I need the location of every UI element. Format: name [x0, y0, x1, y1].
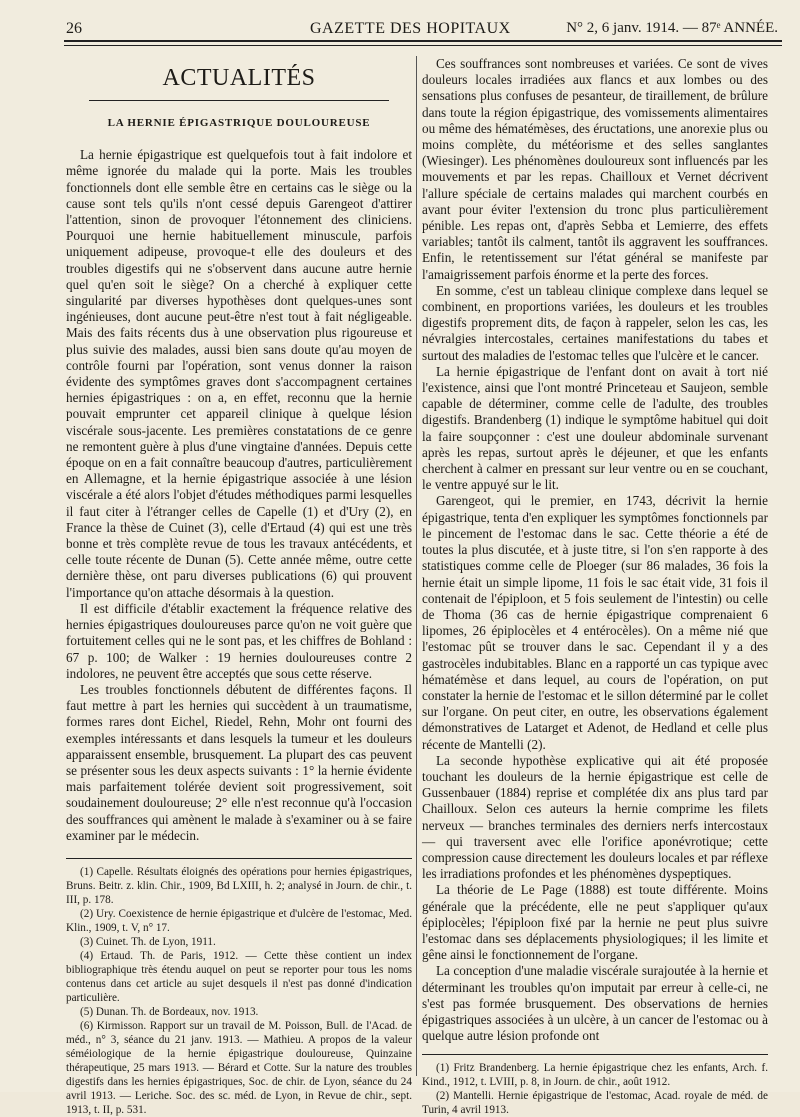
footnote: (2) Mantelli. Hernie épigastrique de l'estomac, Acad. royale de méd. de Turin, 4 avril 1913.	[422, 1090, 768, 1117]
paragraph: La hernie épigastrique est quelquefois tout à fait indolore et même ignorée du malade qui la porte. Mais les troubles fonctionnels dont elle semble être en certains cas le siège ou la cause sont tels qu'ils n'ont cessé depuis Garengeot d'attirer l'attention, sinon de provoquer l'étonnement des cliniciens. Pourquoi une hernie habituellement minuscule, parfois uniquement adipeuse, provoque-t elle des douleurs et des troubles digestifs qui ne s'observent dans aucune autre hernie quel qu'en soit le siège? On a cherché à expliquer cette singularité par diverses hypothèses dont quelques-unes sont ingénieuses, dont aucune peut-être n'est tout à fait négligeable. Mais des faits récents dus à une observation plus rigoureuse et plus suivie des malades, aussi bien sans doute qu'au moyen de contrôle fourni par l'opération, sont venus donner la raison évidente des symptômes graves dont s'accompagnent certaines hernies épigastriques : on a, en effet, reconnu que la hernie pouvait emprunter cet appareil clinique à quelque lésion viscérale sous-jacente. Les premières constatations de ce genre ne remontent guère à plus d'une vingtaine d'années. Depuis cette époque on en a fait connaître beaucoup d'autres, particulièrement en Allemagne, et la hernie épigastrique associée à une lésion viscérale a été alors l'objet d'études méthodiques parmi lesquelles il faut citer à l'étranger celles de Capelle (1) et d'Ury (2), en France la thèse de Cuinet (3), celle d'Ertaud (4) qui est une très bonne et très complète revue de tous les travaux antécédents, et celle toute récente de Dunan (5). Cette année même, outre cette dernière thèse, ont paru diverses publications (6) qui prouvent l'importance qu'on attache désormais à la question.	[66, 147, 412, 600]
footnote: (1) Fritz Brandenberg. La hernie épigastrique chez les enfants, Arch. f. Kind., 1912, t. LVIII, p. 8, in Journ. de chir., août 1912.	[422, 1062, 768, 1089]
right-column	[422, 56, 768, 1117]
header-rule-thin	[64, 45, 782, 46]
paragraph: Les troubles fonctionnels débutent de différentes façons. Il faut mettre à part les hernies qui succèdent à un traumatisme, formes rares dont Eichel, Riedel, Rehn, Mohr ont fourni des exemples intéressants et dans lesquels la tumeur et les douleurs apparaissent ensemble, brusquement. La plupart des cas peuvent se présenter sous les deux aspects suivants : 1° la hernie évidente mais parfaitement tolérée devient soit progressivement, soit soudainement douloureuse; 2° elle n'est reconnue qu'à l'occasion des souffrances qui amènent le malade à s'examiner ou à se faire examiner par le médecin.	[66, 681, 412, 843]
issue-info: N° 2, 6 janv. 1914. — 87ᵉ ANNÉE.	[566, 20, 778, 36]
footnote: (6) Kirmisson. Rapport sur un travail de M. Poisson, Bull. de l'Acad. de méd., n° 3, séance du 21 janv. 1913. — Mathieu. A propos de la valeur séméiologique de la hernie épigastrique douloureuse, Quinzaine thérapeutique, 25 mars 1913. — Bérard et Cotte. Sur la nature des troubles digestifs dans les hernies épigastriques, Soc. de chir. de Lyon, séance du 24 avril 1913. — Leriche. Soc. des sc. méd. de Lyon, in Revue de chir., sept. 1913, t. II, p. 531.	[66, 1019, 412, 1116]
paragraph: La seconde hypothèse explicative qui ait été proposée touchant les douleurs de la hernie épigastrique est celle de Gussenbauer (1884) reprise et complétée dix ans plus tard par Chailloux. Selon ces auteurs la hernie comprime les filets nerveux — branches terminales des derniers nerfs intercostaux — qui traversent avec elle l'orifice aponévrotique; cette compression cause directement les douleurs locales et par réflexe les irradiations profondes et les phénomènes dyspeptiques.	[422, 752, 768, 882]
footnote: (5) Dunan. Th. de Bordeaux, nov. 1913.	[80, 1005, 259, 1018]
footnote: (1) Capelle. Résultats éloignés des opérations pour hernies épigastriques, Bruns. Beitr. z. klin. Chir., 1909, Bd LXIII, h. 2; analysé in Journ. de chir., t. III, p. 178.	[66, 865, 412, 906]
left-column	[66, 56, 412, 1117]
footnotes-right	[422, 1054, 768, 1117]
paragraph: Il est difficile d'établir exactement la fréquence relative des hernies épigastriques douloureuses parce qu'on ne voit guère que fortuitement celles qui ne le sont pas, et les chiffres de Bohland : 67 p. 100; de Walker : 19 hernies douloureuses contre 2 indolores, ne peuvent être acceptés que sous cette réserve.	[66, 600, 412, 681]
page-number: 26	[66, 20, 82, 37]
paragraph: Garengeot, qui le premier, en 1743, décrivit la hernie épigastrique, tenta d'en expliquer les symptômes fonctionnels par le pincement de l'estomac dans le sac. Cette théorie a été de toutes la plus discutée, et à juste titre, si l'on s'en rapporte à des statistiques comme celle de Ploeger (sur 86 malades, 36 fois la hernie était un simple lipome, 11 fois le sac était vide, 31 fois il contenait de l'épiploon, et 5 fois seulement de l'intestin) ou celle de Thoma (36 cas de hernie épigastrique comprenaient 6 lipomes, 26 épiplocèles et 4 entérocèles). On a même nié que l'estomac pût se trouver dans le sac. Cependant il y a des gastrocèles indubitables. Blanc en a rapporté un cas typique avec hématémèse et dans lequel, au cours de l'opération, on put constater la hernie de l'estomac et le sillon déterminé par le collet sur l'organe. On peut citer, en outre, les observations également démonstratives de Latarget et Adenot, de Hedland et celle plus récente de Mantelli (2).	[422, 493, 768, 752]
paragraph: La hernie épigastrique de l'enfant dont on avait à tort nié l'existence, ainsi que l'ont montré Princeteau et Saujeon, semble capable de déterminer, comme celle de l'adulte, des troubles digestifs. Brandenberg (1) indique le symptôme habituel qui doit la faire soupçonner : c'est une douleur abdominale survenant après les repas, surtout après le déjeuner, et que les enfants cherchent à calmer en pressant sur leur ventre ou en se couchant, le ventre appuyé sur le lit.	[422, 363, 768, 493]
section-rule	[89, 100, 389, 101]
page-header	[66, 16, 778, 38]
article-title: LA HERNIE ÉPIGASTRIQUE DOULOUREUSE	[107, 117, 371, 129]
journal-title: GAZETTE DES HOPITAUX	[310, 20, 511, 37]
footnotes-left	[66, 858, 412, 1117]
footnote: (2) Ury. Coexistence de hernie épigastrique et d'ulcère de l'estomac, Med. Klin., 1909, t. V, n° 17.	[66, 907, 412, 934]
column-divider	[416, 56, 417, 1076]
paragraph: En somme, c'est un tableau clinique complexe dans lequel se combinent, en proportions variées, les douleurs et les troubles digestifs proprement dits, de façon à rappeler, selon les cas, les névralgies intercostales, certaines manifestations du tabes et surtout des maladies de l'estomac telles que l'ulcère et le cancer.	[422, 282, 768, 363]
paragraph: La théorie de Le Page (1888) est toute différente. Moins générale que la précédente, elle ne peut s'appliquer qu'aux épiplocèles; l'épiploon fixé par la hernie ne peut plus suivre l'estomac dans ses déplacements physiologiques; il les limite et gêne ainsi le fonctionnement de l'organe.	[422, 882, 768, 963]
section-title: ACTUALITÉS	[162, 65, 316, 91]
footnote: (3) Cuinet. Th. de Lyon, 1911.	[80, 935, 216, 948]
header-rule	[64, 40, 782, 42]
paragraph: Ces souffrances sont nombreuses et variées. Ce sont de vives douleurs locales irradiées aux flancs et aux lombes ou des sensations plus confuses de pesanteur, de tiraillement, de brûlure dans toute la région épigastrique, des vomissements alimentaires ou même des hématémèses, des éructations, une anorexie plus ou moins complète, du météorisme et des selles sanglantes (Wiesinger). Les phénomènes douloureux sont influencés par les mouvements et par les repas. Chailloux et Vernet décrivent l'allure spéciale de certains malades qui marchent courbés en avant pour éviter l'extension du tronc plus particulièrement pénible. Les repas ont, d'après Sebba et Lemierre, des effets variables; tantôt ils calment, tantôt ils aggravent les souffrances. Enfin, le retentissement sur l'état général se manifeste par l'amaigrissement parfois énorme et la perte des forces.	[422, 56, 768, 282]
footnote: (4) Ertaud. Th. de Paris, 1912. — Cette thèse contient un index bibliographique très étendu auquel on peut se reporter pour tous les noms contenus dans cet article au sujet desquels il n'est pas donné d'indication particulière.	[66, 949, 412, 1004]
paragraph: La conception d'une maladie viscérale surajoutée à la hernie et déterminant les troubles qu'on imputait par erreur à celle-ci, ne s'est pas formée brusquement. Des observations de hernies épigastriques associées à un ulcère, à un cancer de l'estomac ou à quelque autre lésion profonde ont	[422, 963, 768, 1044]
